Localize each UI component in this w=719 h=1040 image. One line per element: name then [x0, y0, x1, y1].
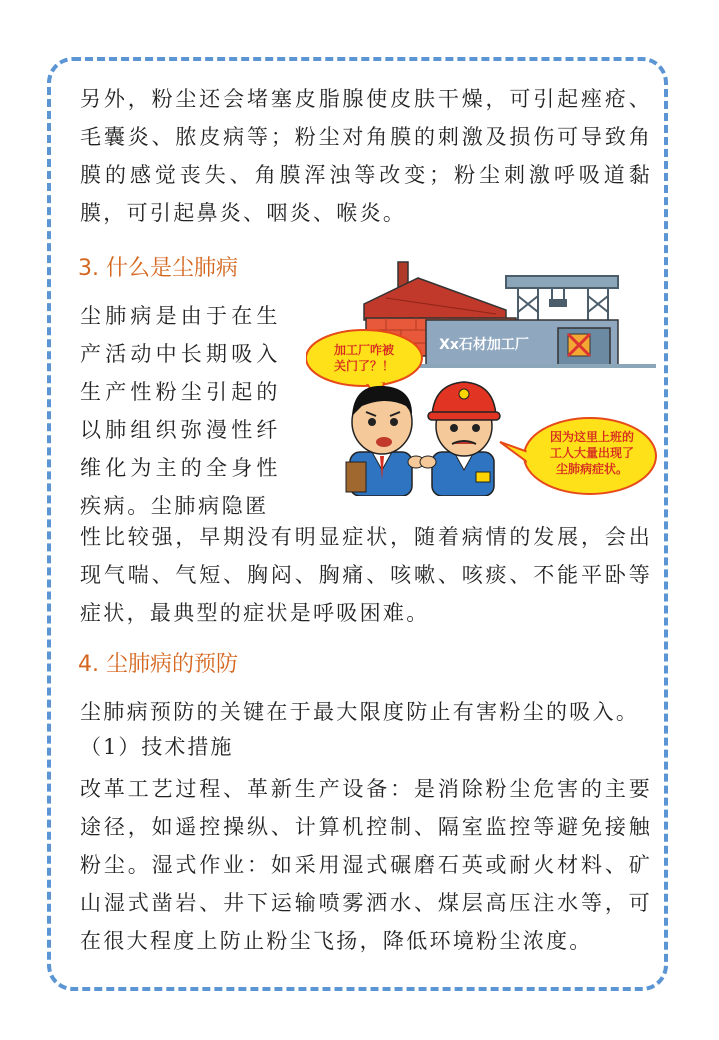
bubble-left-line1: 加工厂咋被 [333, 343, 395, 357]
steel-tower [506, 276, 618, 320]
paragraph-skin-effects: 另外，粉尘还会堵塞皮脂腺使皮肤干燥，可引起痤疮、毛囊炎、脓皮病等；粉尘对角膜的刺激及损伤可导致角膜的感觉丧失、角膜浑浊等改变；粉尘刺激呼吸道黏膜，可引起鼻炎、咽炎、喉炎。 [80, 87, 652, 225]
worker-left-figure [346, 386, 424, 496]
paragraph-symptoms: 性比较强，早期没有明显症状，随着病情的发展，会出现气喘、气短、胸闷、胸痛、咳嗽、咳痰、不能平卧等症状，最典型的症状是呼吸困难。 [80, 525, 652, 625]
factory-workers-illustration [306, 256, 658, 496]
paragraph-technical-measures: 改革工艺过程、革新生产设备：是消除粉尘危害的主要途径，如遥控操纵、计算机控制、隔室监控等避免接触粉尘。湿式作业：如采用湿式碾磨石英或耐火材料、矿山湿式凿岩、井下运输喷雾洒水、煤层高压注水等，可在很大程度上防止粉尘飞扬，降低环境粉尘浓度。 [80, 777, 652, 953]
heading-prevention: 4. 尘肺病的预防 [78, 652, 238, 677]
bubble-right-line2: 工人大量出现了 [549, 446, 635, 460]
factory-sign-text: Xx石材加工厂 [439, 337, 529, 353]
subheading-technical-measures: （1）技术措施 [80, 735, 234, 759]
paragraph-definition: 尘肺病是由于在生产活动中长期吸入生产性粉尘引起的以肺组织弥漫性纤维化为主的全身性疾病。尘肺病隐匿 [80, 304, 280, 518]
worker-right-figure [420, 382, 500, 496]
heading-what-is-pneumoconiosis: 3. 什么是尘肺病 [78, 256, 238, 281]
bubble-right-line3: 尘肺病症状。 [555, 462, 629, 476]
bubble-left-line2: 关门了？！ [333, 359, 395, 373]
factory-roof [364, 278, 506, 320]
bubble-right-line1: 因为这里上班的 [549, 430, 635, 444]
paragraph-prevention-key: 尘肺病预防的关键在于最大限度防止有害粉尘的吸入。 [80, 700, 640, 724]
speech-bubble-right [500, 418, 656, 494]
